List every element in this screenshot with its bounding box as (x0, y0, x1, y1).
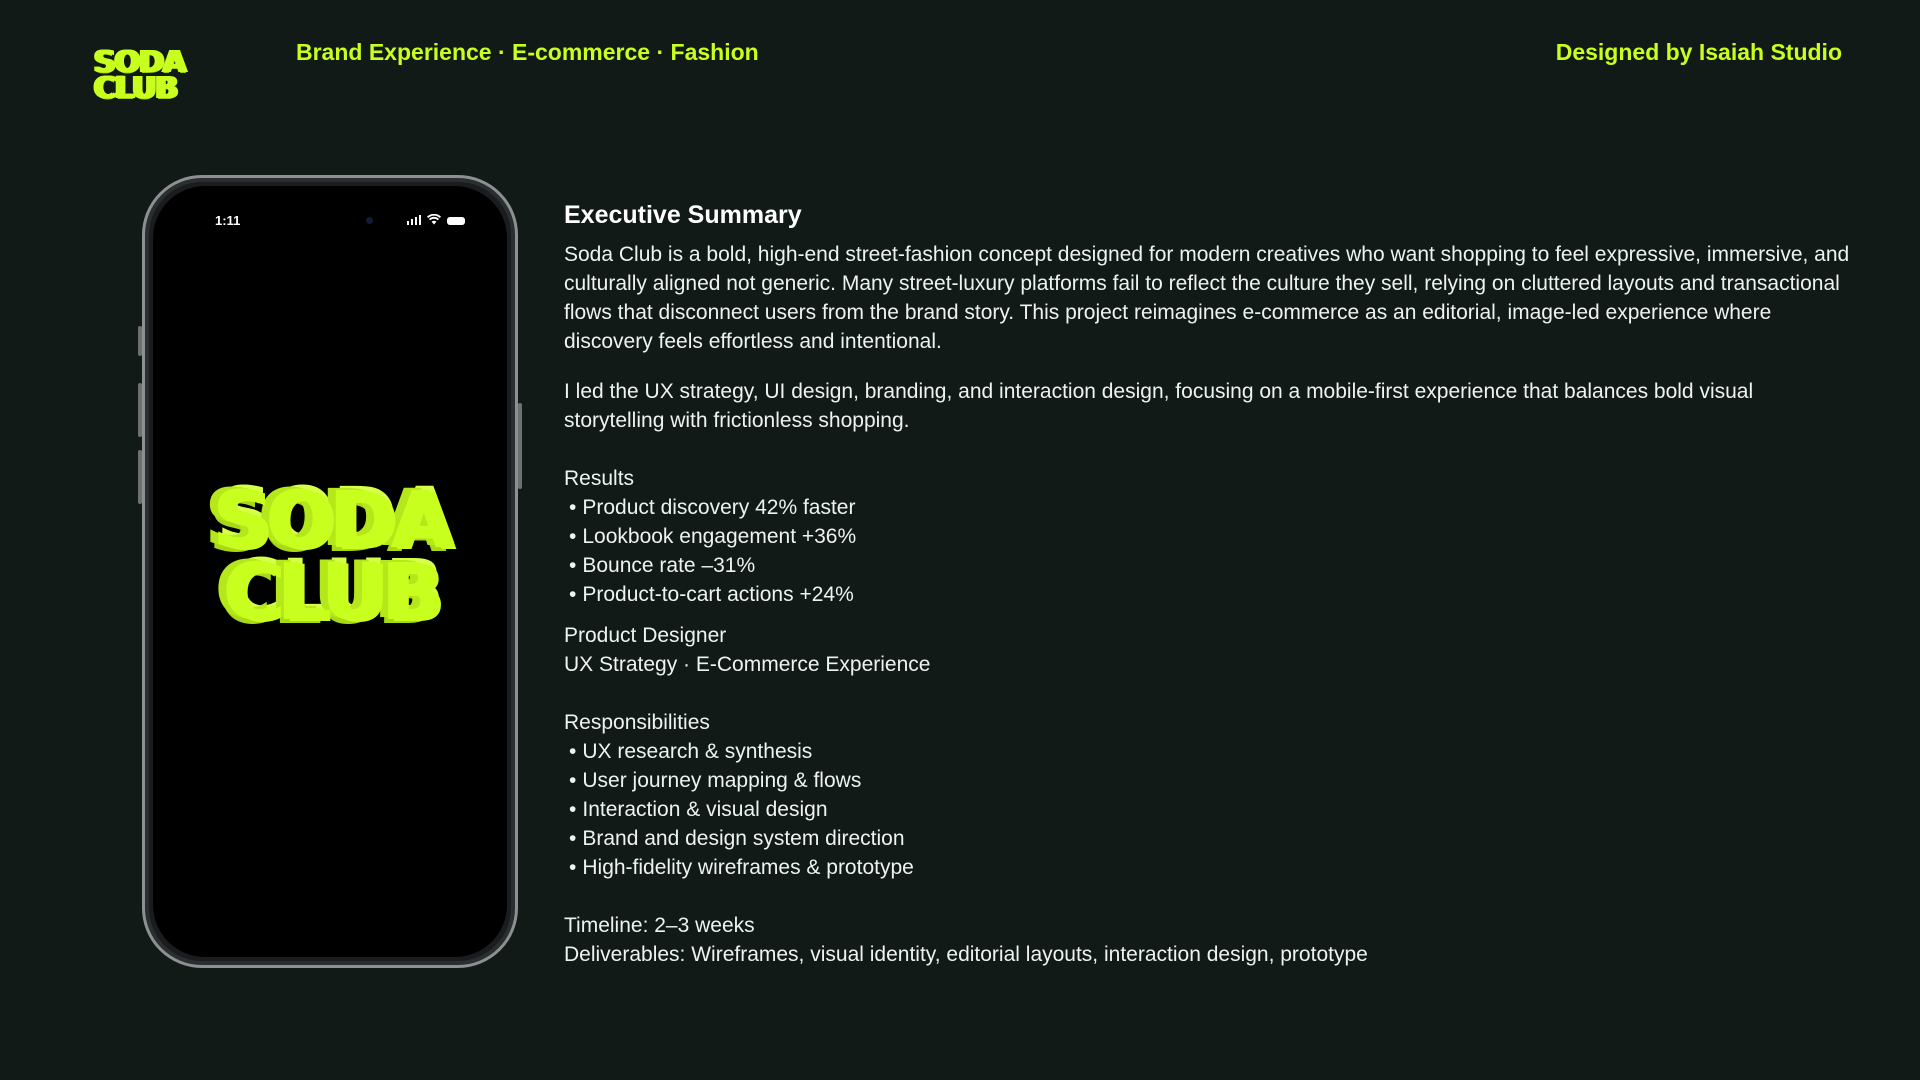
result-item: • Bounce rate –31% (564, 551, 1854, 580)
logo-line-1: SODA (94, 45, 186, 80)
responsibility-item: • High-fidelity wireframes & prototype (564, 853, 1854, 882)
case-study-content (564, 198, 1854, 969)
logo-line-2: CLUB (94, 70, 178, 106)
phone-power-button (518, 403, 522, 489)
results-list (564, 493, 1854, 609)
timeline: Timeline: 2–3 weeks (564, 914, 755, 937)
splash-logo-line-2: CLUB (222, 547, 438, 638)
splash-logo-line-1: SODA (212, 476, 448, 566)
responsibility-item: • Brand and design system direction (564, 824, 1854, 853)
role-title: Product Designer (564, 624, 727, 647)
results-heading: Results (564, 467, 635, 490)
section-title: Executive Summary (564, 201, 802, 229)
responsibility-item: • User journey mapping & flows (564, 766, 1854, 795)
wifi-icon (427, 214, 441, 225)
result-item: • Product-to-cart actions +24% (564, 580, 1854, 609)
cellular-signal-icon (407, 215, 421, 225)
phone-screen (153, 186, 507, 957)
responsibility-item: • Interaction & visual design (564, 795, 1854, 824)
summary-paragraph-1: Soda Club is a bold, high-end street-fashion concept designed for modern creatives who want shopping to feel expressive, immersive, and culturally aligned not generic. Many street-luxury platforms fail to reflect the culture they sell, relying on cluttered layouts and transactional flows that disconnect users from the brand story. This project reimagines e-commerce as an editorial, image-led experience where discovery feels effortless and intentional. (564, 243, 1850, 353)
phone-action-button (138, 326, 142, 356)
battery-icon (447, 217, 465, 225)
camera-dot-icon (366, 217, 373, 224)
project-tagline: Brand Experience · E-commerce · Fashion (296, 39, 759, 65)
responsibilities-heading: Responsibilities (564, 711, 710, 734)
phone-mockup (142, 175, 518, 968)
result-item: • Lookbook engagement +36% (564, 522, 1854, 551)
designer-credit: Designed by Isaiah Studio (1555, 39, 1842, 65)
phone-volume-down-button (138, 450, 142, 504)
phone-volume-up-button (138, 383, 142, 437)
responsibility-item: • UX research & synthesis (564, 737, 1854, 766)
status-bar-icons (407, 214, 465, 225)
deliverables: Deliverables: Wireframes, visual identity, editorial layouts, interaction design, prototype (564, 943, 1368, 966)
summary-paragraph-2: I led the UX strategy, UI design, branding, and interaction design, focusing on a mobile-first experience that balances bold visual storytelling with frictionless shopping. (564, 380, 1754, 432)
splash-logo (153, 476, 507, 638)
result-item: • Product discovery 42% faster (564, 493, 1854, 522)
role-subtitle: UX Strategy · E-Commerce Experience (564, 653, 931, 676)
responsibilities-list (564, 737, 1854, 882)
status-bar-time: 1:11 (215, 213, 241, 228)
logo (94, 45, 186, 106)
